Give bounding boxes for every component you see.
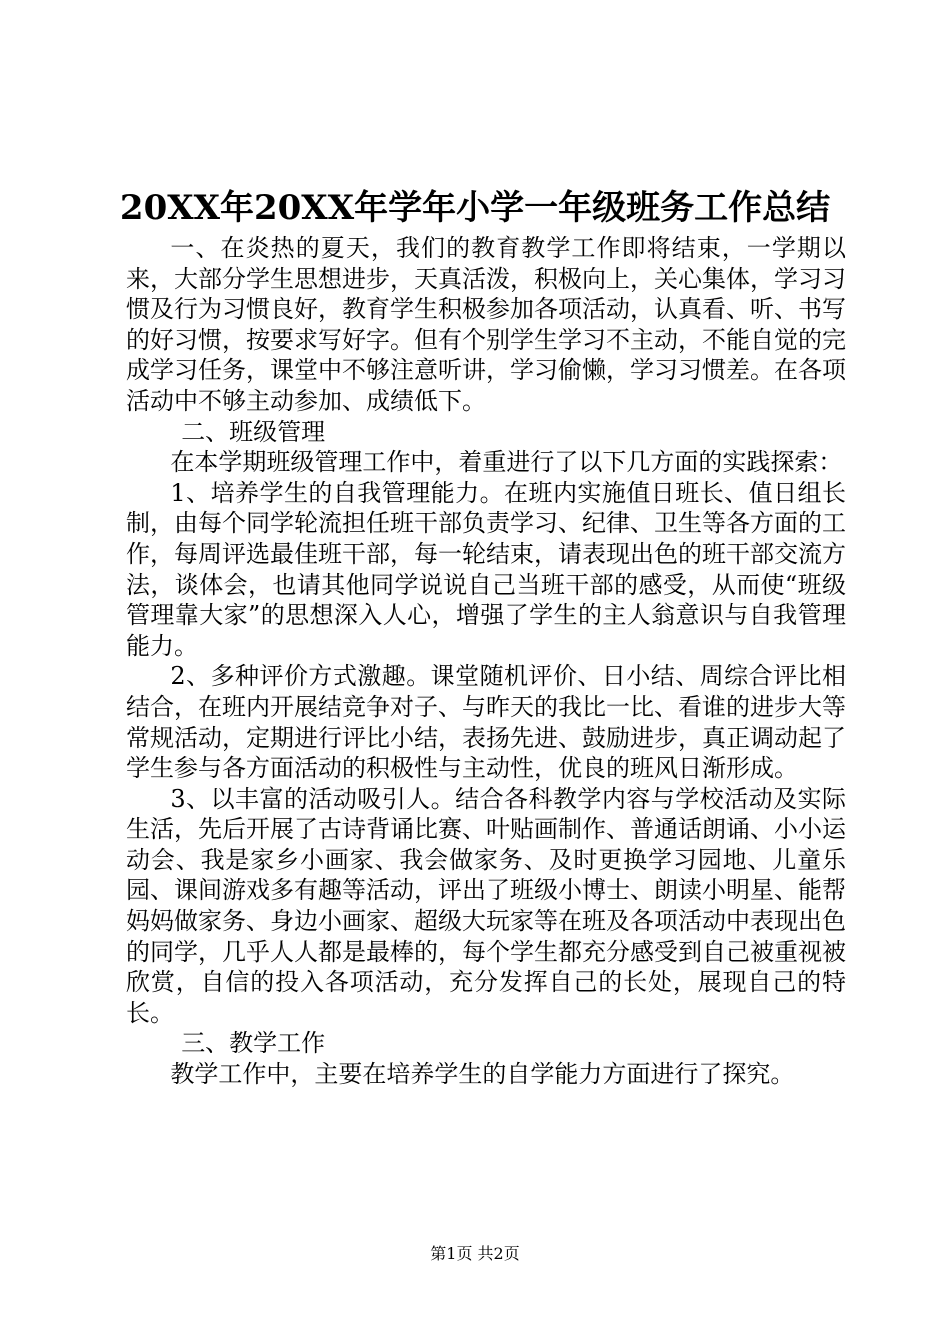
paragraph-teaching-intro: 教学工作中，主要在培养学生的自学能力方面进行了探究。 (170, 1060, 795, 1089)
paragraph-management-intro: 在本学期班级管理工作中，着重进行了以下几方面的实践探索： (170, 448, 843, 477)
heading-class-management: 二、班级管理 (181, 417, 326, 446)
paragraph-evaluation: 2、多种评价方式激趣。课堂随机评价、日小结、周综合评比相结合，在班内开展结竞争对子、与昨天的我比一比、看谁的进步大等常规活动，定期进行评比小结，表扬先进、鼓励进步，真正调动起了学生参与各方面活动的积极性与主动性，优良的班风日渐形成。 (126, 662, 846, 783)
paragraph-summary: 一、在炎热的夏天，我们的教育教学工作即将结束，一学期以来，大部分学生思想进步，天真活泼，积极向上，关心集体，学习习惯及行为习惯良好，教育学生积极参加各项活动，认真看、听、书写的好习惯，按要求写好字。但有个别学生学习不主动，不能自觉的完成学习任务，课堂中不够注意听讲，学习偷懒，学习习惯差。在各项活动中不够主动参加、成绩低下。 (126, 234, 846, 415)
page-footer: 第1页 共2页 (430, 1244, 520, 1263)
paragraph-activities: 3、以丰富的活动吸引人。结合各科教学内容与学校活动及实际生活，先后开展了古诗背诵比赛、叶贴画制作、普通话朗诵、小小运动会、我是家乡小画家、我会做家务、及时更换学习园地、儿童乐园、课间游戏多有趣等活动，评出了班级小博士、朗读小明星、能帮妈妈做家务、身边小画家、超级大玩家等在班及各项活动中表现出色的同学，几乎人人都是最棒的，每个学生都充分感受到自己被重视被欣赏，自信的投入各项活动，充分发挥自己的长处，展现自己的特长。 (126, 784, 846, 1027)
document-title: 20XX年20XX年学年小学一年级班务工作总结 (119, 188, 831, 228)
paragraph-self-management: 1、培养学生的自我管理能力。在班内实施值日班长、值日组长制，由每个同学轮流担任班干部负责学习、纪律、卫生等各方面的工作，每周评选最佳班干部，每一轮结束，请表现出色的班干部交流方法，谈体会，也请其他同学说说自己当班干部的感受，从而使“班级管理靠大家”的思想深入人心，增强了学生的主人翁意识与自我管理能力。 (126, 478, 846, 660)
heading-teaching-work: 三、教学工作 (181, 1029, 326, 1058)
document-body (126, 233, 846, 1090)
